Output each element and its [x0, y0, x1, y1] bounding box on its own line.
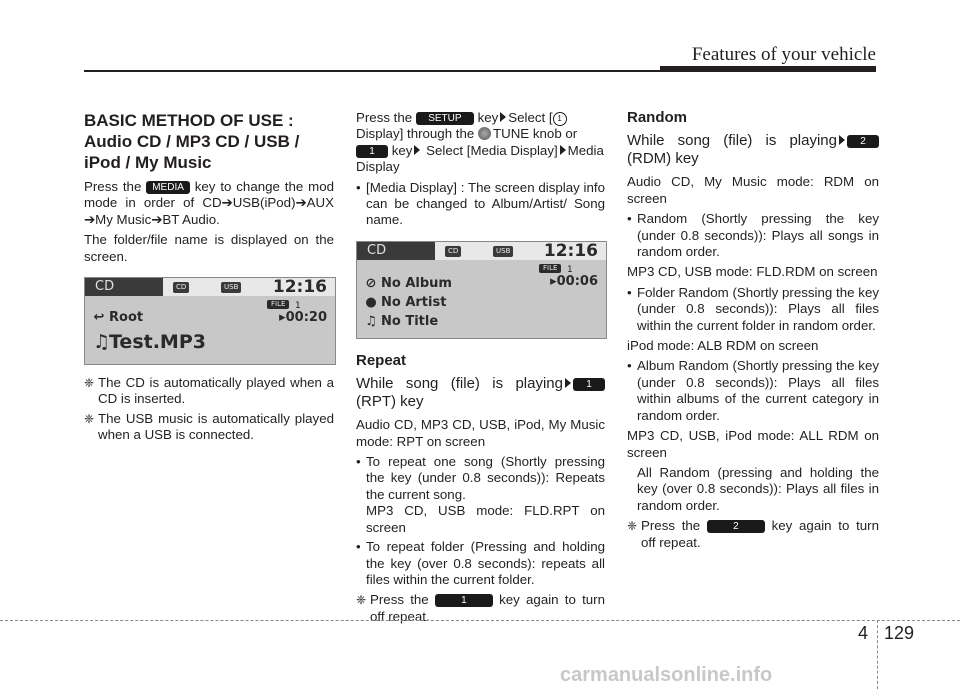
screen-artist-line: [365, 295, 446, 311]
note-usb-autoplay: [84, 411, 334, 444]
media-key-icon: MEDIA: [146, 181, 190, 194]
key-2-icon: 2: [847, 135, 879, 148]
column-random: [627, 110, 879, 554]
note-random-off: [627, 518, 879, 551]
text-rpt-key: (RPT) key: [356, 393, 424, 411]
screen-clock: 12:16: [543, 240, 598, 261]
key-1-icon: 1: [435, 594, 493, 607]
text-key: key: [477, 110, 499, 125]
text-mode-order: key to change the mod mode in order of CD➔USB(iPod)➔AUX ➔My Music➔BT Audio.: [84, 179, 334, 227]
screen-badge-cd: CD: [173, 282, 189, 293]
text-select-media-display: Select [Media Display]: [426, 142, 558, 158]
random-mode-1: Audio CD, My Music mode: RDM on screen: [627, 174, 879, 206]
key-1-icon: 1: [356, 145, 388, 158]
setup-instructions: [356, 110, 605, 176]
text-rdm-key: (RDM) key: [627, 150, 699, 168]
random-heading: Random: [627, 109, 687, 126]
screen-album: No Album: [381, 275, 452, 291]
random-subheading: [627, 132, 879, 168]
text-press-the: Press the: [84, 179, 142, 194]
screen-file-badge: FILE: [267, 300, 289, 309]
screen-album-line: [365, 276, 452, 292]
screen-title: No Title: [381, 313, 439, 329]
key-2-icon: 2: [707, 520, 765, 533]
text-key: key: [391, 142, 413, 158]
screen-badge-cd: CD: [445, 246, 461, 257]
arrow-right-icon: [839, 135, 845, 145]
bullet-extra-text: MP3 CD, USB mode: FLD.RPT on screen: [366, 503, 605, 535]
play-icon: ▸: [279, 310, 286, 326]
bullet-folder-random: • Folder Random (Shortly pressing the key (under 0.8 seconds)): Plays all files within the current folder in random order.: [627, 285, 879, 334]
setup-key-icon: SETUP: [416, 112, 474, 125]
screen-file-badge: FILE: [539, 264, 561, 273]
bullet-album-random: • Album Random (Shortly pressing the key (under 0.8 seconds)): Plays all files within albums of the current category in random order.: [627, 358, 879, 424]
key-1-icon: 1: [573, 378, 605, 391]
music-note-icon: ♫: [365, 313, 377, 329]
chapter-number: 4: [858, 623, 869, 643]
bullet-repeat-folder: • To repeat folder (Pressing and holding the key (over 0.8 seconds): repeats all files within the current folder.: [356, 539, 605, 588]
text-tune-knob: TUNE knob or: [492, 126, 578, 142]
person-icon: ●: [365, 294, 377, 310]
repeat-bullets: [356, 454, 605, 588]
column-basic-method: [84, 110, 334, 447]
random-mode-4: MP3 CD, USB, iPod mode: ALL RDM on screen: [627, 428, 879, 460]
text-while-playing: While song (file) is playing: [356, 375, 563, 393]
bullet-media-display: • [Media Display] : The screen display info can be changed to Album/Artist/ Song name.: [356, 180, 605, 229]
bullet-random: • Random (Shortly pressing the key (under 0.8 seconds)): Plays all songs in random order.: [627, 211, 879, 260]
audio-screen-root: [84, 277, 336, 365]
screen-badge-usb: USB: [221, 282, 241, 293]
random-bullets-2: [627, 285, 879, 334]
screen-file-number: 1: [295, 301, 301, 312]
note-text: The USB music is automatically played when a USB is connected.: [98, 410, 334, 443]
note-icon: ❈: [84, 376, 95, 391]
note-text: The CD is automatically played when a CD is inserted.: [98, 375, 334, 407]
screen-badge-usb: USB: [493, 246, 513, 257]
header-title: Features of your vehicle: [691, 44, 876, 65]
screen-folder-name: Root: [109, 310, 144, 326]
arrow-right-icon: [414, 145, 420, 155]
footer-separator: [877, 620, 878, 689]
arrow-right-icon: [500, 112, 506, 122]
text-turn-off: key again to turn off repeat.: [641, 518, 879, 550]
screen-track-line: [93, 331, 206, 354]
play-icon: ▸: [550, 273, 557, 289]
random-bullets-3: [627, 358, 879, 424]
screen-elapsed-line: [279, 310, 327, 326]
bullet-repeat-one: [356, 454, 605, 536]
note-icon: ❈: [84, 411, 95, 426]
heading-line-2: Audio CD / MP3 CD / USB / iPod / My Music: [84, 132, 300, 172]
screen-title-line: [365, 314, 438, 330]
column-display-repeat: [356, 110, 605, 628]
random-mode-2: MP3 CD, USB mode: FLD.RDM on screen: [627, 264, 878, 280]
text-press-the: Press the: [370, 592, 429, 608]
screen-elapsed: 00:06: [556, 273, 598, 289]
repeat-subheading: [356, 375, 605, 411]
screen-track-name: Test.MP3: [109, 331, 206, 354]
text-press-the: Press the: [641, 518, 701, 534]
text-display: Display]: [356, 126, 404, 142]
display-bullets: [356, 180, 605, 229]
all-random-text: All Random (pressing and holding the key (over 0.8 seconds)): Plays all files in random order.: [637, 464, 879, 513]
note-icon: ❈: [356, 593, 367, 608]
arrow-right-icon: [560, 145, 566, 155]
heading-line-1: BASIC METHOD OF USE :: [84, 111, 294, 130]
screen-artist: No Artist: [381, 294, 447, 310]
text-through-the: through the: [407, 126, 475, 142]
section-heading: [84, 110, 334, 173]
text-select: Select [: [508, 110, 553, 125]
note-icon: ❈: [627, 519, 638, 534]
screen-mode-label: CD: [85, 278, 163, 296]
screen-folder-line: [93, 310, 143, 326]
random-mode-3: iPod mode: ALB RDM on screen: [627, 338, 819, 354]
screen-file-number: 1: [567, 264, 573, 275]
header-rule-accent: [660, 66, 876, 72]
folder-icon: ↩: [93, 310, 105, 326]
text-turn-off: key again to turn off repeat.: [370, 592, 605, 624]
text-press-the: Press the: [356, 110, 413, 125]
disc-icon: ⊘: [365, 275, 377, 291]
note-cd-autoplay: [84, 375, 334, 408]
repeat-heading: Repeat: [356, 351, 407, 369]
screen-clock: 12:16: [272, 277, 327, 298]
watermark: carmanualsonline.info: [560, 664, 773, 686]
arrow-right-icon: [565, 378, 571, 388]
repeat-modes: Audio CD, MP3 CD, USB, iPod, My Music mode: RPT on screen: [356, 417, 605, 449]
screen-elapsed-line: [550, 274, 598, 290]
folder-paragraph: The folder/file name is displayed on the screen.: [84, 232, 334, 264]
random-bullets-1: [627, 211, 879, 260]
audio-screen-media-display: [356, 241, 607, 339]
screen-mode-label: CD: [357, 242, 435, 260]
music-note-icon: ♫: [93, 331, 111, 354]
circled-one-icon: 1: [553, 112, 567, 126]
text-media-display: Media Display: [356, 142, 604, 175]
screen-elapsed: 00:20: [285, 310, 327, 326]
bullet-text: To repeat one song (Shortly pressing the key (under 0.8 seconds)): Repeats the current song.: [366, 454, 605, 502]
text-while-playing: While song (file) is playing: [627, 132, 837, 150]
page-number: 129: [884, 623, 915, 643]
footer-rule: [0, 620, 960, 621]
media-key-paragraph: [84, 179, 334, 228]
tune-knob-icon: [478, 127, 491, 140]
